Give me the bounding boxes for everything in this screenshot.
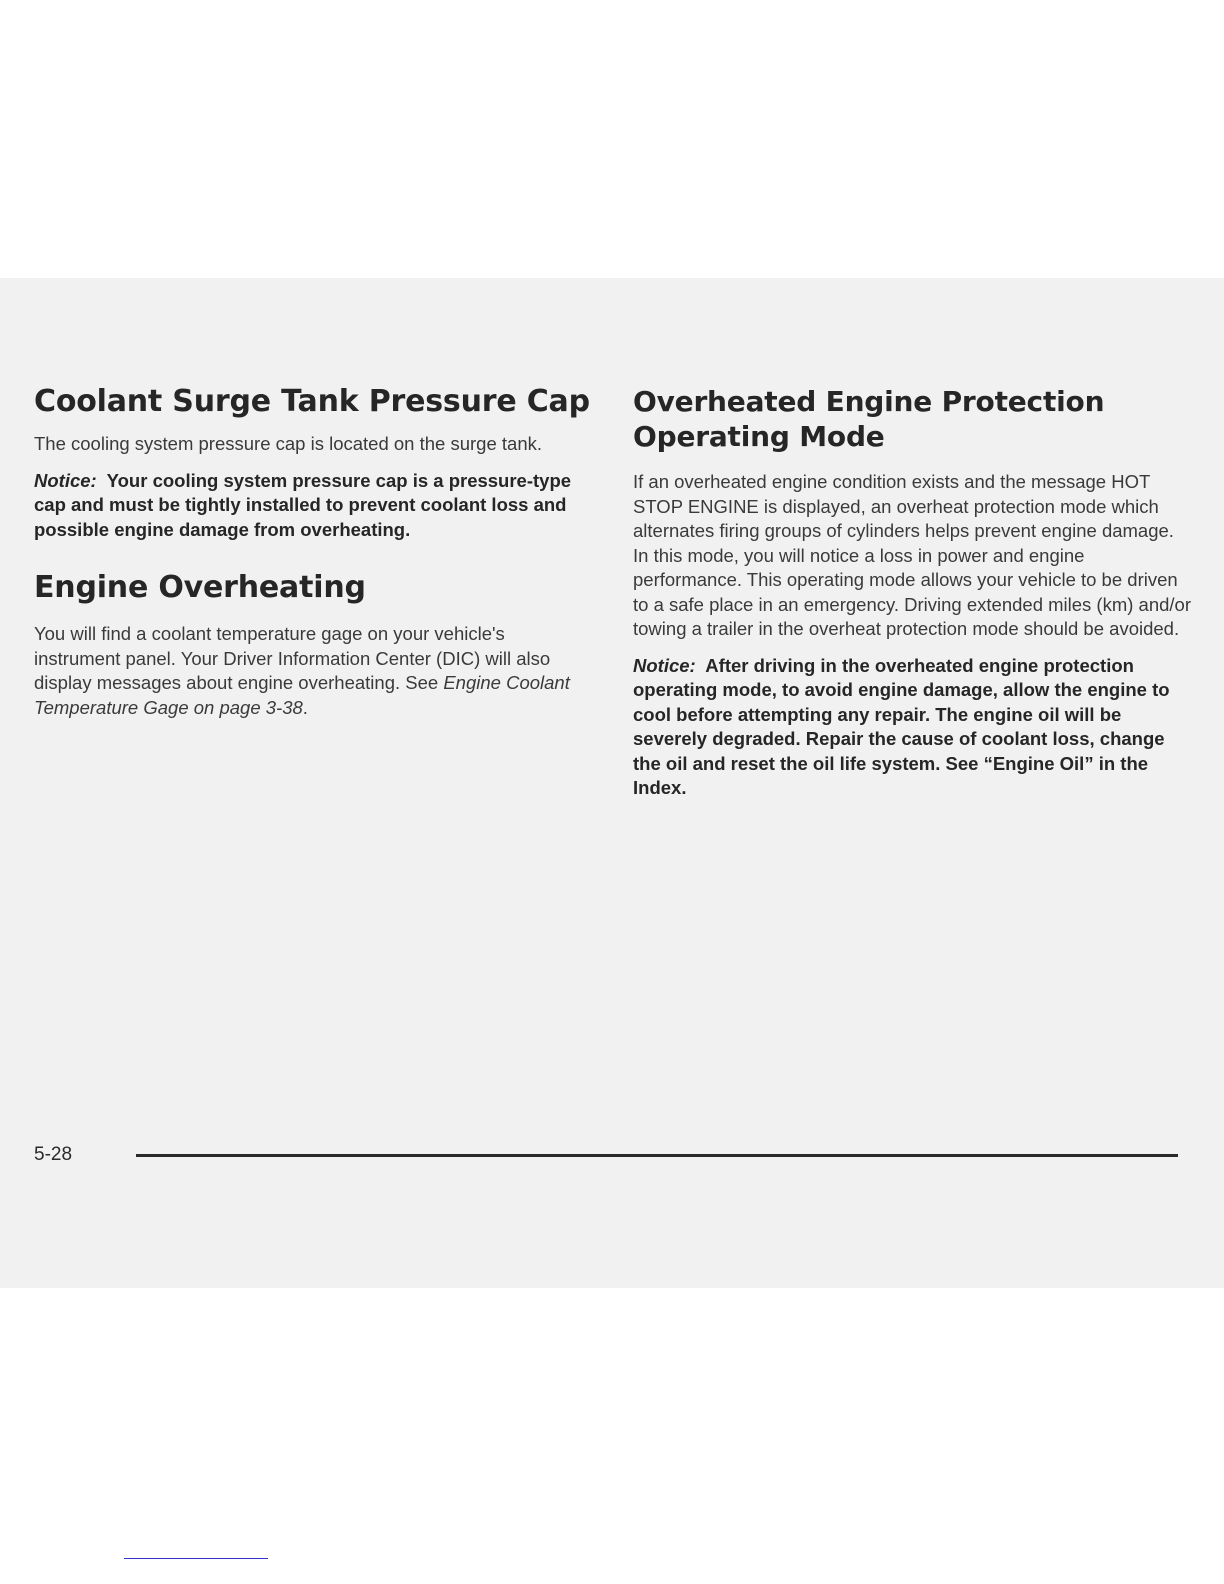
link-underline [124, 1558, 268, 1559]
notice-text: After driving in the overheated engine protection operating mode, to avoid engine damage, allow the engine to cool before attempting any repair. The engine oil will be severely degraded. Repair the cause of coolant loss, change the oil and reset the oil life system. See “Engine Oil” in the Index. [633, 654, 1170, 798]
overheat-protection-paragraph: If an overheated engine condition exists and the message HOT STOP ENGINE is displayed, an overheat protection mode which alternates firing groups of cylinders helps prevent engine damage. In this mode, you will notice a loss in power and engine performance. This operating mode allows your vehicle to be driven to a safe place in an emergency. Driving extended miles (km) and/or towing a trailer in the overheat protection mode should be avoided. [633, 471, 1192, 639]
coolant-cap-paragraph: The cooling system pressure cap is located on the surge tank. [34, 433, 542, 454]
footer-divider [136, 1154, 1178, 1157]
notice-label: Notice: [633, 654, 696, 676]
left-column [34, 384, 594, 720]
overheat-protection-notice [633, 654, 1193, 801]
engine-overheating-heading: Engine Overheating [34, 570, 366, 605]
right-column [633, 384, 1193, 801]
paragraph-text: You will find a coolant temperature gage on your vehicle's instrument panel. Your Driver Information Center (DIC) will also display messages about engine overheating. See [34, 623, 551, 693]
overheat-protection-heading: Overheated Engine Protection Operating Mode [633, 385, 1105, 453]
coolant-cap-heading: Coolant Surge Tank Pressure Cap [34, 384, 590, 419]
notice-label: Notice: [34, 469, 97, 491]
engine-overheating-paragraph [34, 622, 594, 720]
notice-text: Your cooling system pressure cap is a pressure-type cap and must be tightly installed to prevent coolant loss and possible engine damage from overheating. [34, 469, 572, 540]
paragraph-end: . [302, 696, 308, 718]
cross-reference-link[interactable]: Engine Coolant Temperature Gage on page 3-38 [34, 672, 570, 718]
coolant-cap-notice [34, 469, 594, 543]
page-number: 5-28 [34, 1144, 73, 1165]
